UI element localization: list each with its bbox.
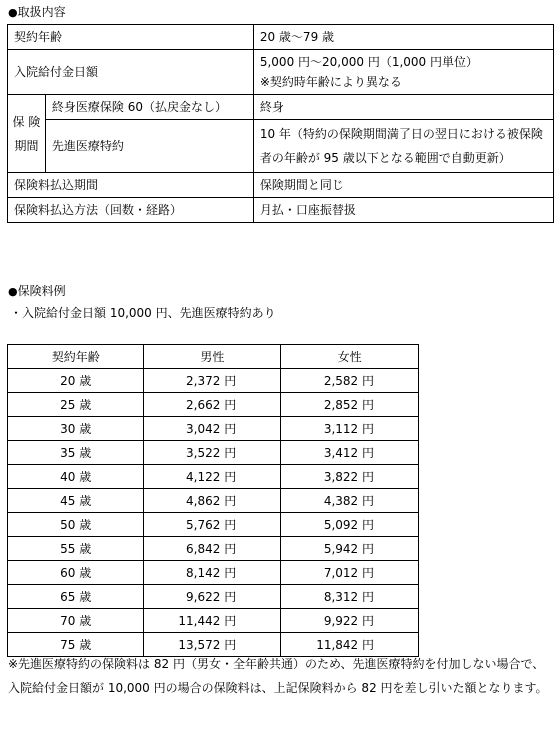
age-cell: 35 歳 bbox=[8, 441, 144, 465]
table-row bbox=[8, 465, 419, 489]
payment-method-value: 月払・口座振替扱 bbox=[253, 198, 553, 223]
table-row bbox=[8, 393, 419, 417]
male-premium-cell: 3,042 円 bbox=[144, 417, 281, 441]
bullet-icon: ● bbox=[8, 6, 18, 19]
age-cell: 70 歳 bbox=[8, 609, 144, 633]
table-row bbox=[8, 417, 419, 441]
table-row bbox=[8, 25, 554, 50]
male-premium-cell: 6,842 円 bbox=[144, 537, 281, 561]
header-male: 男性 bbox=[144, 345, 281, 369]
section-heading-coverage bbox=[8, 5, 66, 20]
female-premium-cell: 8,312 円 bbox=[281, 585, 419, 609]
male-premium-cell: 2,662 円 bbox=[144, 393, 281, 417]
age-value: 20 歳～79 歳 bbox=[253, 25, 553, 50]
female-premium-cell: 7,012 円 bbox=[281, 561, 419, 585]
age-cell: 40 歳 bbox=[8, 465, 144, 489]
table-row bbox=[8, 173, 554, 198]
payment-method-label: 保険料払込方法（回数・経路） bbox=[8, 198, 254, 223]
whole-life-label: 終身医療保険 60（払戻金なし） bbox=[45, 95, 253, 120]
bullet-icon: ● bbox=[8, 285, 18, 298]
table-row bbox=[8, 609, 419, 633]
male-premium-cell: 2,372 円 bbox=[144, 369, 281, 393]
female-premium-cell: 11,842 円 bbox=[281, 633, 419, 657]
male-premium-cell: 3,522 円 bbox=[144, 441, 281, 465]
age-cell: 75 歳 bbox=[8, 633, 144, 657]
section-heading-premium bbox=[8, 284, 66, 299]
period-label: 保 険 期間 bbox=[8, 95, 46, 173]
coverage-table bbox=[7, 24, 554, 223]
female-premium-cell: 5,942 円 bbox=[281, 537, 419, 561]
footnote: ※先進医療特約の保険料は 82 円（男女・全年齢共通）のため、先進医療特約を付加しない場合で、入院給付金日額が 10,000 円の場合の保険料は、上記保険料から 82 円を差し引いた額となります。 bbox=[8, 657, 548, 695]
age-cell: 30 歳 bbox=[8, 417, 144, 441]
table-row bbox=[8, 50, 554, 95]
section-title: 取扱内容 bbox=[17, 5, 66, 19]
table-row bbox=[8, 489, 419, 513]
female-premium-cell: 9,922 円 bbox=[281, 609, 419, 633]
payment-period-label: 保険料払込期間 bbox=[8, 173, 254, 198]
age-cell: 20 歳 bbox=[8, 369, 144, 393]
payment-period-value: 保険期間と同じ bbox=[253, 173, 553, 198]
male-premium-cell: 5,762 円 bbox=[144, 513, 281, 537]
age-cell: 25 歳 bbox=[8, 393, 144, 417]
male-premium-cell: 4,862 円 bbox=[144, 489, 281, 513]
male-premium-cell: 4,122 円 bbox=[144, 465, 281, 489]
table-row bbox=[8, 585, 419, 609]
age-cell: 50 歳 bbox=[8, 513, 144, 537]
premium-table bbox=[7, 344, 419, 657]
female-premium-cell: 3,412 円 bbox=[281, 441, 419, 465]
male-premium-cell: 8,142 円 bbox=[144, 561, 281, 585]
section-title: 保険料例 bbox=[17, 284, 66, 298]
female-premium-cell: 3,112 円 bbox=[281, 417, 419, 441]
table-row bbox=[8, 561, 419, 585]
header-female: 女性 bbox=[281, 345, 419, 369]
table-row bbox=[8, 198, 554, 223]
header-age: 契約年齢 bbox=[8, 345, 144, 369]
age-cell: 60 歳 bbox=[8, 561, 144, 585]
table-row bbox=[8, 369, 419, 393]
advanced-label: 先進医療特約 bbox=[45, 120, 253, 173]
table-row bbox=[8, 441, 419, 465]
whole-life-value: 終身 bbox=[253, 95, 553, 120]
benefit-note: ※契約時年齢により異なる bbox=[259, 75, 402, 89]
benefit-value: 5,000 円～20,000 円（1,000 円単位） bbox=[259, 55, 478, 69]
table-header-row bbox=[8, 345, 419, 369]
age-cell: 45 歳 bbox=[8, 489, 144, 513]
male-premium-cell: 11,442 円 bbox=[144, 609, 281, 633]
female-premium-cell: 5,092 円 bbox=[281, 513, 419, 537]
female-premium-cell: 3,822 円 bbox=[281, 465, 419, 489]
female-premium-cell: 2,582 円 bbox=[281, 369, 419, 393]
female-premium-cell: 2,852 円 bbox=[281, 393, 419, 417]
age-cell: 65 歳 bbox=[8, 585, 144, 609]
table-row bbox=[8, 513, 419, 537]
female-premium-cell: 4,382 円 bbox=[281, 489, 419, 513]
table-row bbox=[8, 537, 419, 561]
male-premium-cell: 13,572 円 bbox=[144, 633, 281, 657]
benefit-label: 入院給付金日額 bbox=[8, 50, 254, 95]
example-condition: ・入院給付金日額 10,000 円、先進医療特約あり bbox=[10, 306, 276, 320]
advanced-value: 10 年（特約の保険期間満了日の翌日における被保険者の年齢が 95 歳以下となる範囲で自動更新） bbox=[253, 120, 553, 173]
table-row bbox=[8, 95, 554, 120]
age-label: 契約年齢 bbox=[8, 25, 254, 50]
benefit-value-cell bbox=[253, 50, 553, 95]
male-premium-cell: 9,622 円 bbox=[144, 585, 281, 609]
age-cell: 55 歳 bbox=[8, 537, 144, 561]
table-row bbox=[8, 120, 554, 173]
